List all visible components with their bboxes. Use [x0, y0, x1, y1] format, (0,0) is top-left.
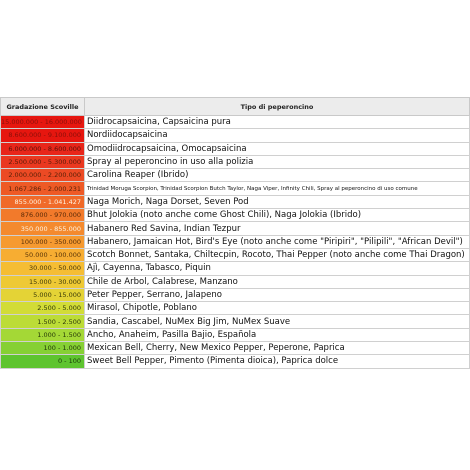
scoville-range-cell: 1.067.286 - 2.000.231: [1, 182, 85, 195]
table-row: [1, 222, 470, 235]
scoville-range-cell: 2.500 - 5.000: [1, 302, 85, 315]
pepper-type-cell: Naga Morich, Naga Dorset, Seven Pod: [85, 195, 470, 208]
table-row: [1, 275, 470, 288]
table-row: [1, 155, 470, 168]
table-row: [1, 235, 470, 248]
scoville-range-cell: 100 - 1.000: [1, 342, 85, 355]
pepper-type-cell: Sandia, Cascabel, NuMex Big Jim, NuMex Suave: [85, 315, 470, 328]
pepper-type-cell: Ancho, Anaheim, Pasilla Bajio, Española: [85, 328, 470, 341]
scoville-range-cell: 350.000 - 855.000: [1, 222, 85, 235]
table-row: [1, 248, 470, 261]
pepper-type-cell: Bhut Jolokia (noto anche come Ghost Chili), Naga Jolokia (Ibrido): [85, 209, 470, 222]
scoville-table-container: [0, 97, 470, 369]
pepper-type-cell: Omodiidrocapsaicina, Omocapsaicina: [85, 142, 470, 155]
scoville-table: [0, 97, 470, 369]
scoville-range-cell: 100.000 - 350.000: [1, 235, 85, 248]
pepper-type-cell: Mirasol, Chipotle, Poblano: [85, 302, 470, 315]
table-body: [1, 116, 470, 369]
pepper-type-cell: Habanero, Jamaican Hot, Bird's Eye (noto anche come "Piripiri", "Pilipili", "African Devil"): [85, 235, 470, 248]
table-row: [1, 315, 470, 328]
table-row: [1, 182, 470, 195]
pepper-type-cell: Chile de Arbol, Calabrese, Manzano: [85, 275, 470, 288]
scoville-range-cell: 8.600.000 - 9.100.000: [1, 129, 85, 142]
pepper-type-cell: Ajì, Cayenna, Tabasco, Piquin: [85, 262, 470, 275]
scoville-range-cell: 876.000 - 970.000: [1, 209, 85, 222]
pepper-type-cell: Peter Pepper, Serrano, Jalapeno: [85, 288, 470, 301]
table-row: [1, 209, 470, 222]
scoville-range-cell: 50.000 - 100.000: [1, 248, 85, 261]
table-row: [1, 262, 470, 275]
scoville-range-cell: 1.500 - 2.500: [1, 315, 85, 328]
scoville-range-cell: 15.000 - 30.000: [1, 275, 85, 288]
table-row: [1, 129, 470, 142]
scoville-range-cell: 6.000.000 - 8.600.000: [1, 142, 85, 155]
table-row: [1, 142, 470, 155]
scoville-range-cell: 15.000.000 - 16.000.000: [1, 116, 85, 129]
table-row: [1, 328, 470, 341]
scoville-range-cell: 5.000 - 15.000: [1, 288, 85, 301]
pepper-type-cell: Nordiidocapsaicina: [85, 129, 470, 142]
table-row: [1, 302, 470, 315]
header-pepper-type: Tipo di peperoncino: [85, 98, 470, 116]
scoville-range-cell: 2.500.000 - 5.300.000: [1, 155, 85, 168]
pepper-type-cell: Diidrocapsaicina, Capsaicina pura: [85, 116, 470, 129]
scoville-range-cell: 30.000 - 50.000: [1, 262, 85, 275]
table-header-row: [1, 98, 470, 116]
pepper-type-cell: Carolina Reaper (Ibrido): [85, 169, 470, 182]
pepper-type-cell: Sweet Bell Pepper, Pimento (Pimenta dioica), Paprica dolce: [85, 355, 470, 368]
scoville-range-cell: 0 - 100: [1, 355, 85, 368]
table-row: [1, 116, 470, 129]
scoville-range-cell: 2.000.000 - 2.200.000: [1, 169, 85, 182]
scoville-range-cell: 1.000 - 1.500: [1, 328, 85, 341]
table-row: [1, 288, 470, 301]
pepper-type-cell: Spray al peperoncino in uso alla polizia: [85, 155, 470, 168]
table-row: [1, 342, 470, 355]
table-row: [1, 355, 470, 368]
pepper-type-cell: Habanero Red Savina, Indian Tezpur: [85, 222, 470, 235]
pepper-type-cell: Mexican Bell, Cherry, New Mexico Pepper, Peperone, Paprica: [85, 342, 470, 355]
header-scoville-range: Gradazione Scoville: [1, 98, 85, 116]
pepper-type-cell: Scotch Bonnet, Santaka, Chiltecpin, Rocoto, Thai Pepper (noto anche come Thai Dragon): [85, 248, 470, 261]
pepper-type-cell: Trinidad Moruga Scorpion, Trinidad Scorpion Butch Taylor, Naga Viper, Infinity Chili, Spray al peperoncino di uso comune: [85, 182, 470, 195]
table-row: [1, 169, 470, 182]
table-row: [1, 195, 470, 208]
scoville-range-cell: 855.000 - 1.041.427: [1, 195, 85, 208]
